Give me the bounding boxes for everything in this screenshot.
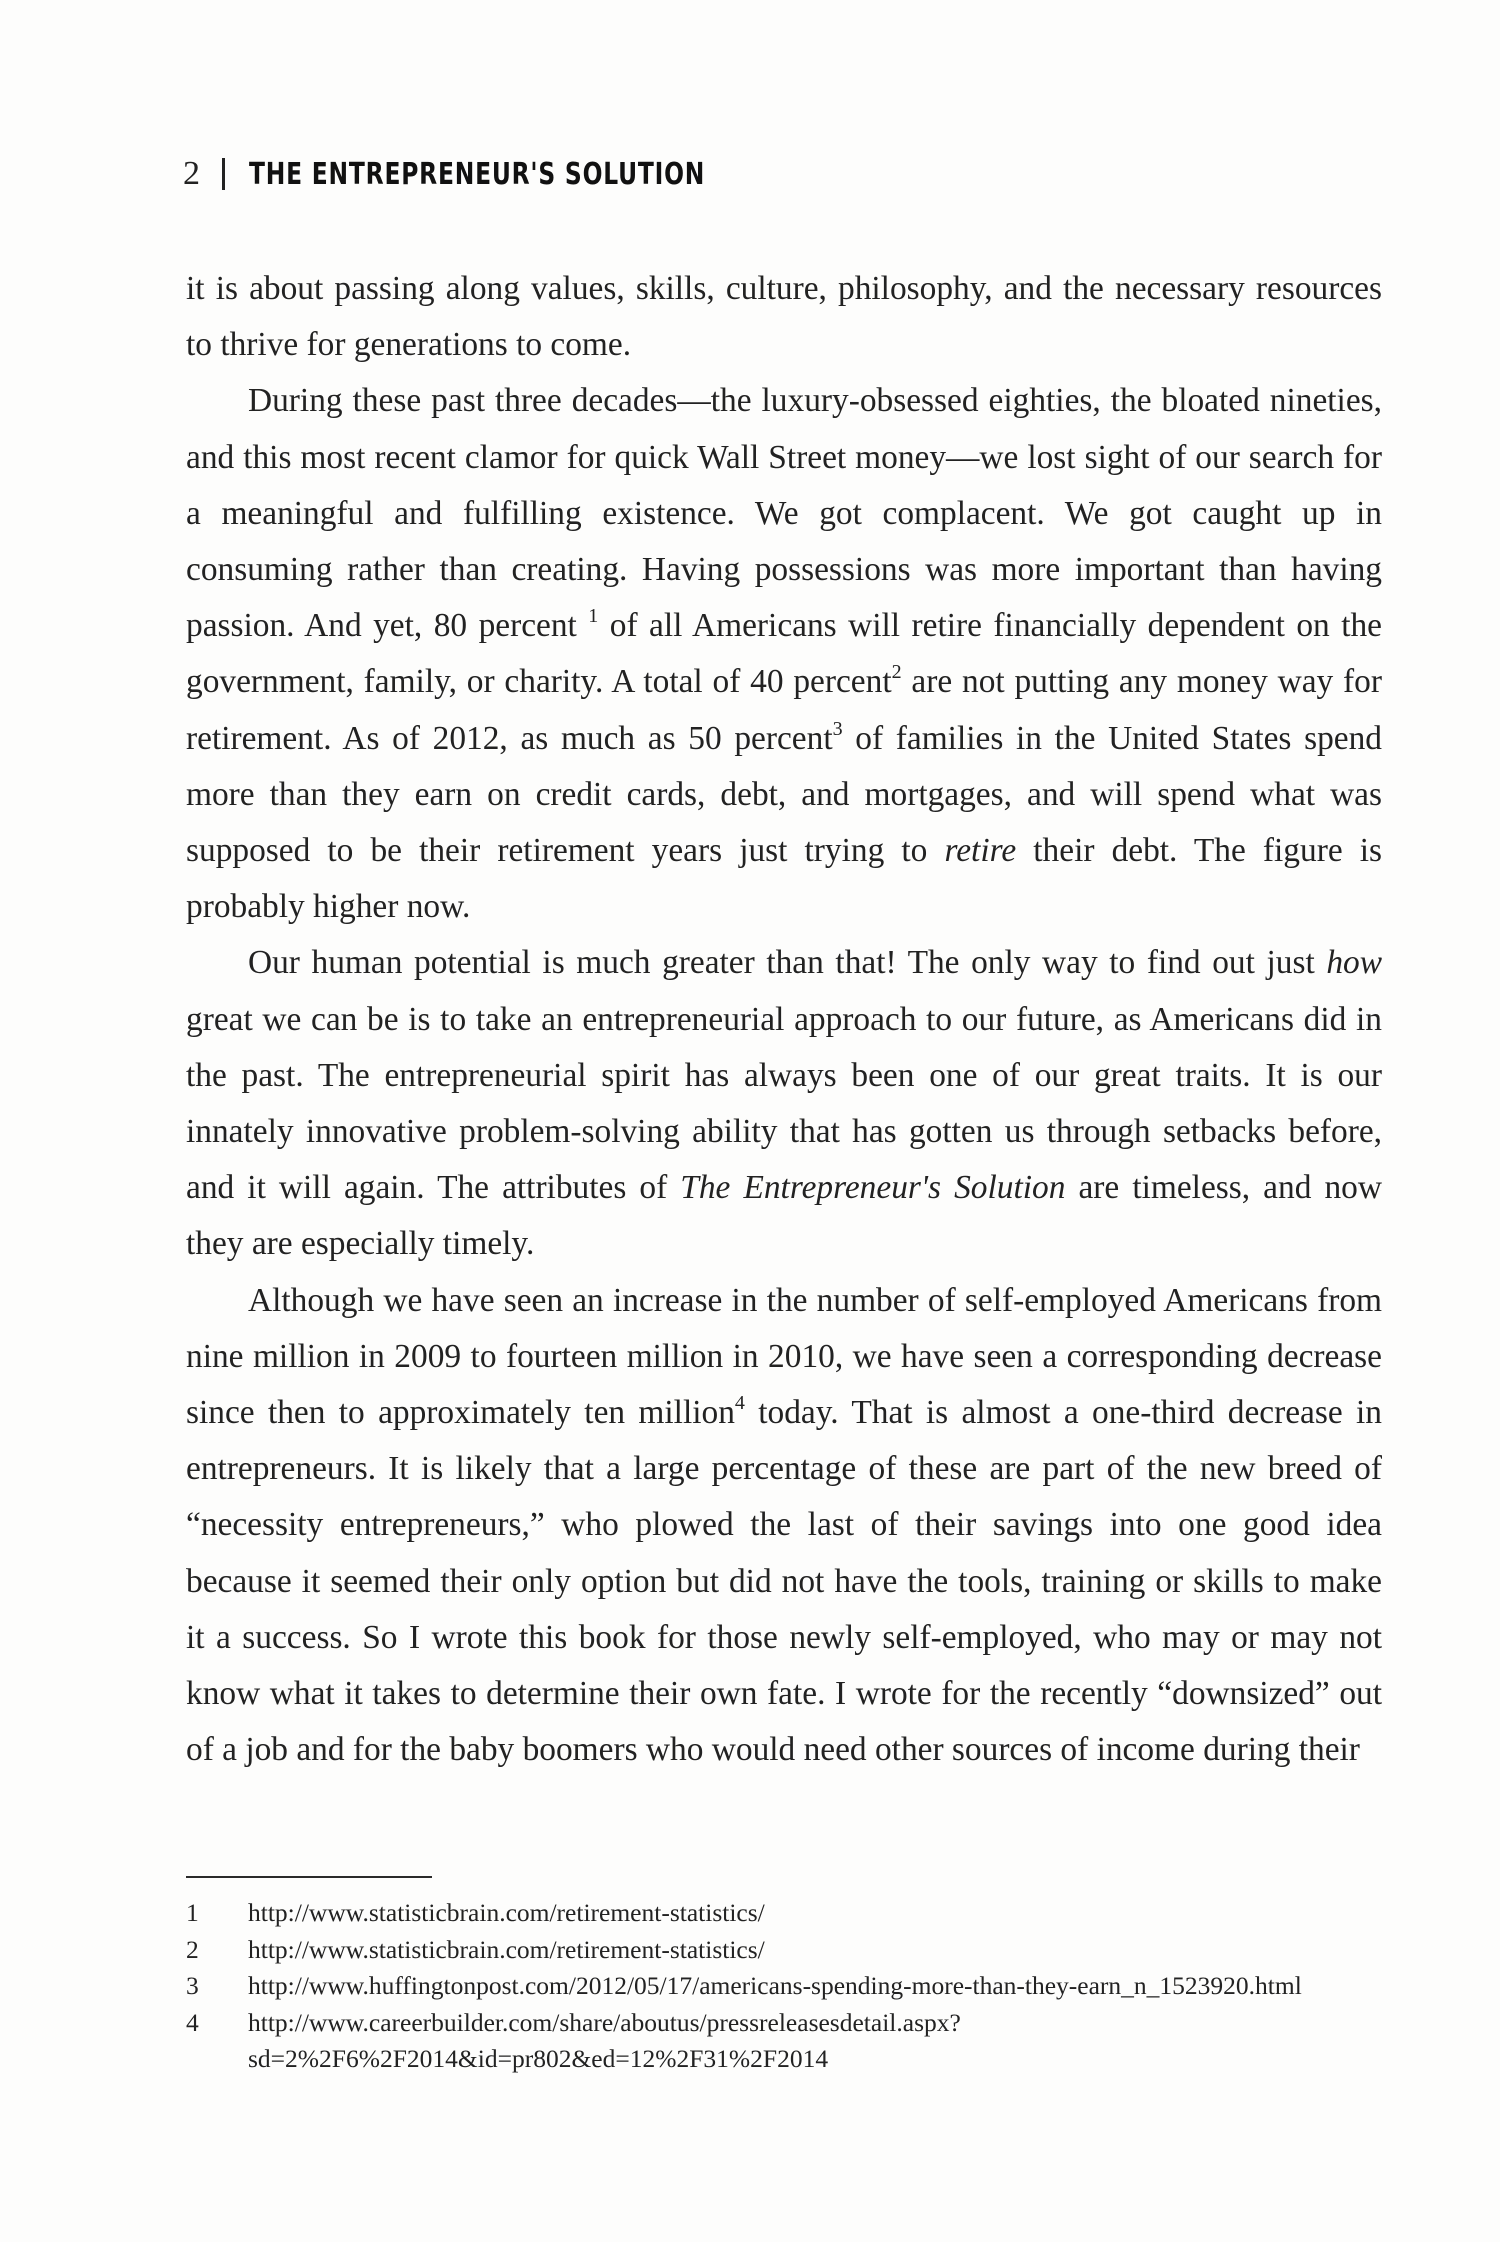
paragraph-text: of families in the United States spend more than they earn on credit cards, debt, and mortgages, and will spend what was supposed to be their retirement years just trying to — [186, 719, 1383, 870]
header-separator — [222, 158, 225, 190]
paragraph-text: are not putting any money way for retirement. As of 2012, as much as 50 percent — [186, 663, 1382, 757]
footnote-url[interactable]: http://www.huffingtonpost.com/2012/05/17/americans-spending-more-than-they-earn_n_1523920.html — [248, 1971, 1302, 2000]
paragraph-text: of all Americans will retire financially dependent on the government, family, or charity. A total of 40 percent — [186, 607, 1382, 701]
paragraph-text: Although we have seen an increase in the number of self-employed Americans from nine million in 2009 to fourteen million in 2010, we have seen a corresponding decrease since then to approximately ten million — [186, 1281, 1382, 1432]
emphasis-retire: retire — [944, 832, 1017, 870]
footnote-ref-1: 1 — [588, 605, 599, 628]
body-text — [186, 261, 1382, 1778]
paragraph-2 — [186, 373, 1382, 935]
paragraph-text: During these past three decades—the luxury-obsessed eighties, the bloated nineties, and this most recent clamor for quick Wall Street money—we lost sight of our search for a meaningful and fulfilling existence. We got complacent. We got caught up in consuming rather than creating. Having possessions was more important than having passion. And yet, 80 percent — [186, 382, 1382, 645]
footnote-number: 4 — [186, 2007, 199, 2037]
paragraph-text: are timeless, and now they are especially timely. — [186, 1169, 1382, 1263]
paragraph-3 — [186, 935, 1382, 1272]
footnote-number: 3 — [186, 1971, 199, 2000]
book-title: THE ENTREPRENEUR'S SOLUTION — [249, 156, 706, 192]
footnote-url[interactable]: http://www.statisticbrain.com/retirement-statistics/ — [248, 1934, 765, 1964]
footnote-ref-3: 3 — [832, 717, 843, 740]
footnote-number: 1 — [186, 1898, 199, 1927]
paragraph-text: their debt. The figure is probably higher now. — [186, 832, 1383, 926]
footnote-rule — [186, 1876, 432, 1878]
footnote-number: 2 — [186, 1934, 199, 1964]
page-number: 2 — [183, 155, 200, 192]
footnote-2 — [186, 1932, 1382, 1969]
paragraph-1 — [186, 261, 1382, 373]
paragraph-text: great we can be is to take an entrepreneurial approach to our future, as Americans did in the past. The entrepreneurial spirit has always been one of our great traits. It is our innately innovative problem-solving ability that has gotten us through setbacks before, and it will again. The attributes of — [186, 1000, 1382, 1207]
footnote-url[interactable]: http://www.careerbuilder.com/share/aboutus/pressreleasesdetail.aspx?sd=2%2F6%2F2014&id=pr802&ed=12%2F31%2F2014 — [248, 2007, 961, 2073]
footnote-url[interactable]: http://www.statisticbrain.com/retirement-statistics/ — [248, 1898, 765, 1927]
paragraph-text: it is about passing along values, skills, culture, philosophy, and the necessary resources to thrive for generations to come. — [186, 270, 1382, 364]
paragraph-text: Our human potential is much greater than that! The only way to find out just — [248, 944, 1327, 982]
footnote-ref-2: 2 — [891, 661, 902, 684]
emphasis-book-title: The Entrepreneur's Solution — [680, 1169, 1066, 1207]
footnote-3 — [186, 1968, 1382, 2005]
paragraph-text: today. That is almost a one-third decrease in entrepreneurs. It is likely that a large percentage of these are part of the new breed of “necessity entrepreneurs,” who plowed the last of their savings into one good idea because it seemed their only option but did not have the tools, training or skills to make it a success. So I wrote this book for those newly self-employed, who may or may not know what it takes to determine their own fate. I wrote for the recently “downsized” out of a job and for the baby boomers who would need other sources of income during their — [186, 1394, 1382, 1769]
footnote-1 — [186, 1895, 1382, 1932]
footnote-4 — [186, 2005, 1382, 2078]
footnotes — [186, 1895, 1382, 2078]
footnote-ref-4: 4 — [734, 1392, 745, 1415]
running-head — [183, 148, 834, 200]
emphasis-how: how — [1326, 944, 1382, 982]
paragraph-4 — [186, 1273, 1382, 1779]
